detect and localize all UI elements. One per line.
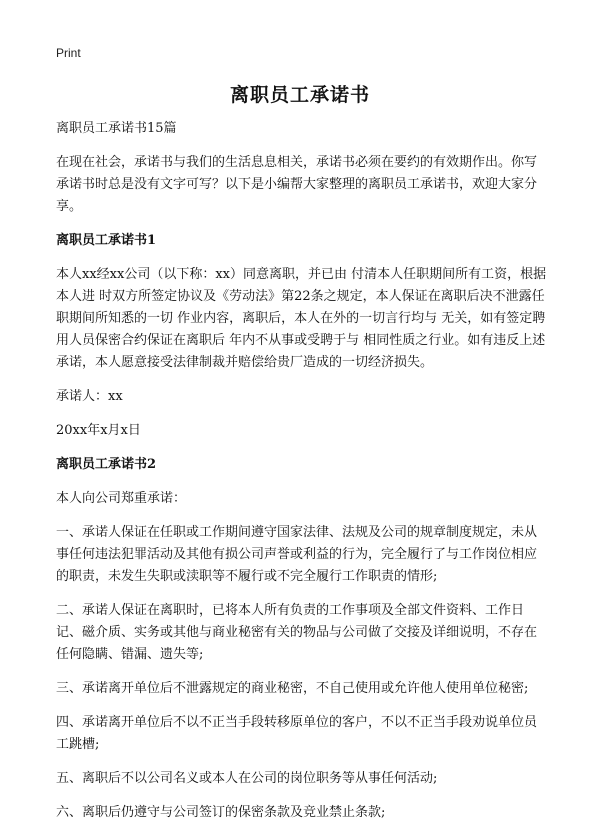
section-heading-2: 离职员工承诺书2 [56,457,157,472]
commitment-item-1: 一、承诺人保证在任职或工作期间遵守国家法律、法规及公司的规章制度规定，未从事任何违法犯罪活动及其他有损公司声誉或利益的行为，完全履行了与工作岗位相应的职责，未发生失职或渎职等不履行或不完全履行工作职责的情形; [56,525,538,584]
commitment-item-2: 二、承诺人保证在离职时，已将本人所有负责的工作事项及全部文件资料、工作日记、磁介质、实务或其他与商业秘密有关的物品与公司做了交接及详细说明，不存在任何隐瞒、错漏、遗失等; [56,603,538,662]
signer-line: 承诺人：xx [56,389,123,404]
section-heading-1: 离职员工承诺书1 [56,233,157,248]
section-1-body: 本人xx经xx公司（以下称：xx）同意离职，并已由 付清本人任职期间所有工资，根据本人进 时双方所签定协议及《劳动法》第22条之规定，本人保证在离职后决不泄露任职期间所知悉的一切 作业内容，离职后，本人在外的一切言行均与 无关，如有签定聘用人员保密合约保证在离职后 年内不从事或受聘于与 相同性质之行业。如有违反上述承诺，本人愿意接受法律制裁并赔偿给贵厂造成的一切经济损失。 [56,267,547,370]
intro-paragraph: 在现在社会，承诺书与我们的生活息息相关，承诺书必须在要约的有效期作出。你写承诺书时总是没有文字可写？以下是小编帮大家整理的离职员工承诺书，欢迎大家分享。 [56,155,538,214]
article-subtitle: 离职员工承诺书15篇 [56,121,177,136]
print-link[interactable]: Print [56,46,81,60]
article-body [56,118,548,824]
section-2-lead: 本人向公司郑重承诺： [56,491,187,506]
commitment-item-3: 三、承诺离开单位后不泄露规定的商业秘密，不自己使用或允许他人使用单位秘密; [56,681,529,696]
page-title: 离职员工承诺书 [229,84,370,106]
date-line: 20xx年x月x日 [56,423,141,438]
commitment-item-5: 五、离职后不以公司名义或本人在公司的岗位职务等从事任何活动; [56,771,438,786]
commitment-item-6: 六、离职后仍遵守与公司签订的保密条款及竞业禁止条款; [56,805,386,820]
commitment-item-4: 四、承诺离开单位后不以不正当手段转移原单位的客户，不以不正当手段劝说单位员工跳槽; [56,715,538,752]
